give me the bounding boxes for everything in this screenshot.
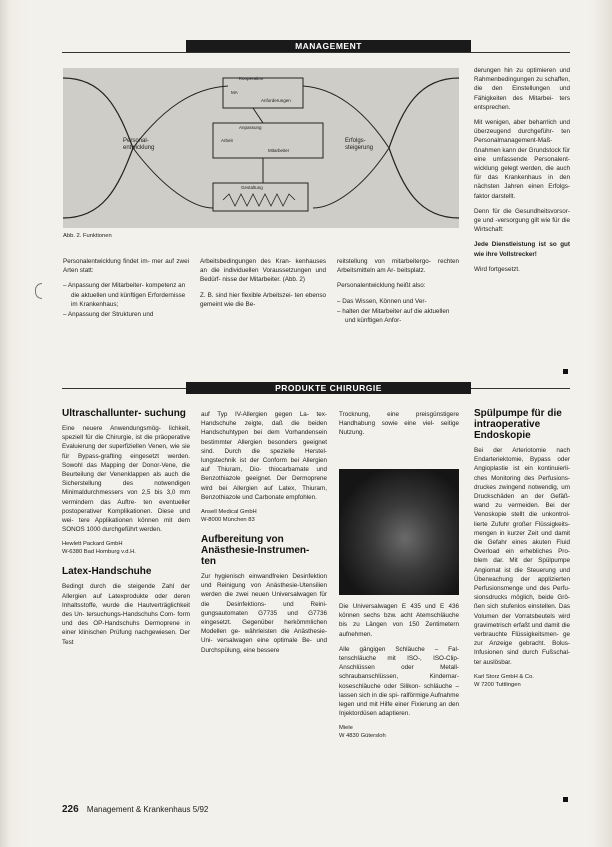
address-line: W-6380 Bad Homburg v.d.H. [62,549,136,556]
mgmt-col4-p4: Jede Dienstleistung ist so gut wie ihre Vollstrecker! [474,241,570,258]
mgmt-col1-p1: Personalentwicklung findet im- mer auf zwei Arten statt: [63,258,189,275]
address-line: W-8000 München 83 [201,517,255,524]
products-col3-p2: Alle gängigen Schläuche – Fal- tenschläuche mit ISO-, ISO-Clip- Anschlüssen oder Metall- schraubanschlüssen, Kindernar- koseschläuche oder Silikon- schläuche – lassen sich in die spi- ralförmige Aufnahme legen und mit Hilfe einer Fixierung an den Injektordüsen adaptieren. [339,645,459,718]
products-column-3 [339,410,459,444]
mgmt-col4-p3: Denn für die Gesundheitsvorsor- ge und -versorgung gilt wie für die Wirtschaft: [474,207,570,234]
heading-latex: Latex-Handschuhe [62,566,152,578]
figure-left-label [123,138,154,152]
address-line: W 7200 Tuttlingen [474,681,521,688]
products-col4-p1: Bei der Arteriotomie nach Endarteriektomie, Bypass oder Angioplastie ist ein kontinuierli- ches Monitoring des Perfusions- druckes zwingend notwendig, um Druckschäden an der Gefäß- wand zu vermeiden. Bei der Venoskopie stellt die unkontrol- lierte Zufuhr großer Flüssigkeits- mengen in kurzer Zeit und damit die Gefahr eines akuten Fluid Overload ein erhebliches Pro- blem dar. Mit der Spülpumpe Angiomat ist die Steuerung und Überwachung der applizierten Perfusionsmenge und des Perfu- sionsdrucks möglich, beide Grö- ßen sich stufenlos einstellen. Das Volumen der Vorratsbeutels wird gravimetrisch erfaßt und damit die verbrauchte Flüssigkeitsmen- ge zur Anzeige gebracht. Bolus- Infusionen sind durch Fußschal- ter auslösbar. [474,447,570,666]
mgmt-col4-p1: derungen hin zu optimieren und Rahmenbedingungen zu schaffen, die den Einstellungen und Fähigkeiten des Mitarbei- ters entsprechen. [474,67,570,111]
mgmt-col1-list [63,281,189,319]
address-ansell [201,508,327,524]
page-footer [62,804,208,815]
products-column-3-lower [339,602,459,750]
mgmt-col3-list [337,297,459,326]
address-line: Miele [339,725,353,732]
mgmt-col4-p2: Mit wenigen, aber beharrlich und überzeugend durchgeführ- ten Personalmanagement-Maß- ßnahmen kann der Grundstock für eine umfassende Personalent- wicklung gelegt werden, die auch für das Krankenhaus in den nächsten Jahren einen Erfolgs- faktor darstellt. [474,119,570,200]
heading-aufbereitung: Aufbereitung von Anästhesie-Instrumen- ten [201,534,310,568]
end-mark [563,369,568,374]
address-line: Ansell Medical GmbH [201,509,257,516]
box-arbeit-right-label: Mitarbeiter [268,148,290,153]
mgmt-column-3 [337,257,459,331]
box-arbeit-label: Arbeit [221,138,233,143]
section-header-products: PRODUKTE CHIRURGIE [186,382,471,394]
address-line: Karl Storz GmbH & Co. [474,673,534,680]
figure-right-label-line1: Erfolgs- [345,138,366,144]
address-storz [474,673,570,689]
products-col1-p1: Eine neuere Anwendungsmög- lichkeit, speziell für die Chirurgie, ist die präoperative Evaluierung der superfiziellen Venen, wie sie für Bypass-grafting eingesetzt werden. Sowohl das Mapping der Donor-Vene, die Beurteilung der Venenklappen als auch die Sicherstellung des notwendigen Minimaldurchmessers von 2,5 bis 3,0 mm vermindern das Auftre- ten eventueller postoperativer Komplikationen. Diese und wei- tere Applikationen können mit dem SONOS 1000 durchgeführt werden. [62,425,190,534]
products-column-1 [62,408,190,653]
address-line: W 4830 Gütersloh [339,733,386,740]
binder-hole [35,283,42,299]
products-col3-p1: Trocknung, eine preisgünstigere Handhabung sowie eine viel- seitige Nutzung. [339,411,459,437]
products-col2-p2: Zur hygienisch einwandfreien Desinfektion und Reinigung von Anästhesie-Utensilien werden die zwei neuen Universalwagen für die Desinfektions- und Reini- gungsautomaten G7735 und G7736 eingesetzt. Gegenüber herkömmlichen Modellen ge- währleisten die Anästhesie-Uni- versalwagen eine optimale Be- und Durchspülung, eine bessere [201,573,327,654]
mgmt-col3-bullet: – Das Wissen, Können und Ver- [337,297,427,305]
diagram-figure [63,68,459,228]
box-bottom-label: Gestaltung [241,185,263,190]
box-mid-label: Anpassung [239,125,262,130]
address-line: Hewlett Packard GmbH [62,541,123,548]
journal-name: Management & Krankenhaus 5/92 [86,805,209,814]
photo-caption: Die Universalwagen E 435 und E 436 können sechs bzw. acht Atemschläuche bis zu Längen von 150 Zentimetern aufnehmen. [339,603,459,638]
address-miele [339,724,459,740]
box-ma-right-label: Anforderungen [261,98,291,103]
box-ma-label: MA [231,90,238,95]
box-top-label: Kooperation [239,76,264,81]
page-number: 226 [62,804,79,815]
figure-right-label [345,138,373,152]
figure-left-label-line2: entwicklung [123,145,155,151]
products-column-4 [474,408,570,699]
header-rule [62,52,570,53]
end-mark [563,797,568,802]
mgmt-column-4 [474,66,570,280]
product-photo [339,469,459,595]
mgmt-col4-p5: Wird fortgesetzt. [474,265,520,273]
section-header-management: MANAGEMENT [186,40,471,52]
mgmt-column-2 [200,257,326,315]
address-hp [62,540,190,556]
products-col2-p1: auf Typ IV-Allergien gegen La- tex-Handschuhe zeigte, daß die beiden Handschuhtypen bei dem Vorhandensein bestimmter Allergien besonders geeignet sind. Durch die spezielle Herstel- lungstechnik ist der Conform bei Allergien auf Thiuram, Dio- thiocarbamate und Benzothiazole geeignet. Der Dermoprene wird bei Allergien auf Latex, Thiuram, Benzothiazole und Carbonate empfohlen. [201,411,327,501]
mgmt-col1-bullet: – Anpassung der Mitarbeiter- kompetenz an die aktuellen und künftigen Erfordernisse im Krankenhaus; [63,282,186,308]
figure-caption: Abb. 2. Funktionen [63,233,112,239]
products-col1-p2: Bedingt durch die steigende Zahl der Allergien auf Latexprodukte oder deren Inhaltsstoffe, wurde die Hautverträglichkeit des Un- tersuchungs-Handschuhs Com- form und des OP-Handschuhs Dermoprene in einer klinischen Prüfung nachgewiesen. Der Test [62,583,190,646]
mgmt-col2-p1: Arbeitsbedingungen des Kran- kenhauses an die individuellen Voraussetzungen und Bedürf- nisse der Mitarbeiter. (Abb. 2) [200,258,326,284]
mgmt-col1-bullet: – Anpassung der Strukturen und [63,311,154,319]
figure-left-label-line1: Personal- [123,138,149,144]
heading-ultraschall: Ultraschallunter- suchung [62,408,186,419]
products-column-2 [201,410,327,661]
mgmt-col3-p2: Personalentwicklung heißt also: [337,282,426,290]
mgmt-column-1 [63,257,189,325]
heading-spuelpumpe: Spülpumpe für die intraoperative Endoskopie [474,408,562,441]
mgmt-col3-p1: reitstellung von mitarbeitergo- rechten Arbeitsmitteln am Ar- beitsplatz. [337,258,459,275]
mgmt-col3-bullet: – halten der Mitarbeiter auf die aktuellen und künftigen Anfor- [337,307,450,325]
figure-right-label-line2: steigerung [345,145,374,151]
mgmt-col2-p2: Z. B. sind hier flexible Arbeitszei- ten ebenso gemeint wie die Be- [200,291,326,308]
